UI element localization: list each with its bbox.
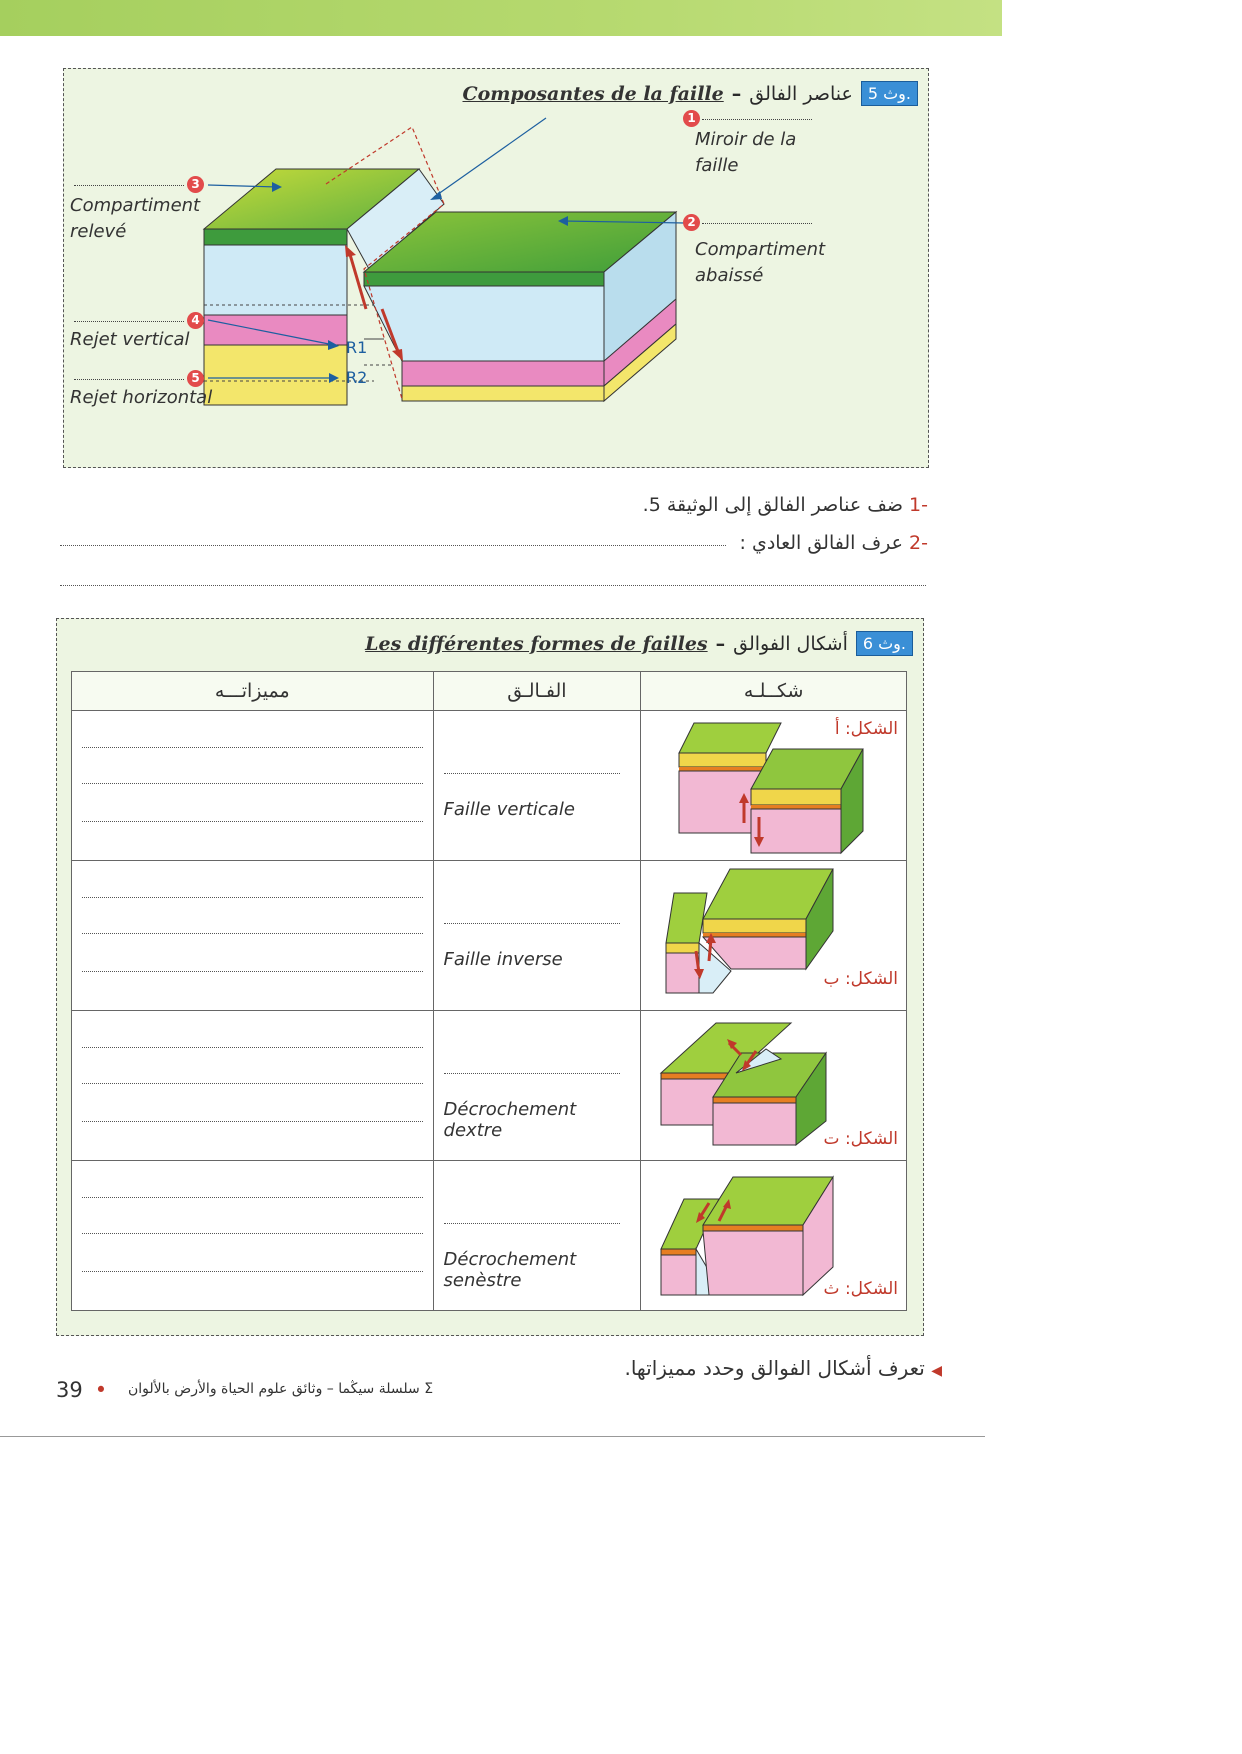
r1-label: R1 [346, 338, 368, 357]
up-arrow-head [345, 245, 356, 257]
table-row [72, 861, 907, 1011]
doc6-badge: وث 6. [856, 631, 913, 656]
marker-3-dots [74, 185, 184, 186]
doc5-badge: وث 5. [861, 81, 918, 106]
label-rejet-vertical: Rejet vertical [70, 329, 190, 350]
reverse-fault-figure [641, 861, 907, 1010]
features-cell[interactable] [72, 861, 434, 1011]
question-2 [740, 532, 929, 554]
doc6-separator: – [715, 632, 726, 655]
fault-cell[interactable] [433, 1011, 641, 1161]
downthrown-yellow [402, 386, 604, 401]
dot-icon: • [94, 1378, 108, 1402]
features-cell[interactable] [72, 711, 434, 861]
series-title: Σ سلسلة سيڭما – وثائق علوم الحياة والأرض بالألوان [128, 1381, 434, 1397]
upthrown-pink [204, 315, 347, 345]
label-releve-line1: Compartiment [70, 195, 201, 216]
document-5-panel [63, 68, 929, 468]
shape-cell [641, 861, 907, 1011]
label-abaisse-line2: abaissé [695, 265, 764, 286]
triangle-bullet-icon: ◀ [931, 1363, 942, 1379]
doc5-title-fr: Composantes de la faille [462, 82, 724, 105]
figure-label: الشكل: أ [834, 719, 898, 739]
table-row [72, 1161, 907, 1311]
features-cell[interactable] [72, 1011, 434, 1161]
top-color-band [0, 0, 1002, 36]
question-1 [643, 494, 928, 516]
upthrown-yellow [204, 345, 347, 405]
doc6-title-fr: Les différentes formes de failles [365, 632, 708, 655]
marker-2-dots [702, 223, 812, 224]
label-miroir-line1: Miroir de la [695, 129, 797, 150]
doc6-title-ar: أشكال الفوالق [733, 632, 848, 655]
doc6-header [365, 631, 913, 656]
marker-1: 1 [683, 110, 700, 127]
fault-name: Faille inverse [443, 949, 563, 970]
objective-note [624, 1356, 942, 1380]
r2-label: R2 [346, 368, 368, 387]
label-rejet-horizontal: Rejet horizontal [70, 387, 213, 408]
header-fault: الفـالـق [433, 672, 641, 711]
marker-2: 2 [683, 214, 700, 231]
objective-text: تعرف أشكال الفوالق وحدد مميزاتها. [624, 1356, 925, 1380]
table-header-row [72, 672, 907, 711]
page-number [56, 1378, 107, 1402]
marker-4: 4 [187, 312, 204, 329]
vertical-fault-figure [641, 711, 907, 860]
fault-forms-table [71, 671, 907, 1311]
shape-cell [641, 711, 907, 861]
header-shape: شكــلـه [641, 672, 907, 711]
marker-1-dots [702, 119, 812, 120]
header-features: مميزاتـــه [72, 672, 434, 711]
table-row [72, 711, 907, 861]
page-number-value: 39 [56, 1378, 83, 1402]
label-miroir-line2: faille [695, 155, 739, 176]
down-arrow-head [392, 349, 403, 361]
dextral-strike-slip-figure [641, 1011, 907, 1160]
fault-name: Faille verticale [443, 799, 575, 820]
marker-3: 3 [187, 176, 204, 193]
doc5-separator: – [731, 82, 742, 105]
shape-cell [641, 1011, 907, 1161]
shape-cell [641, 1161, 907, 1311]
figure-label: الشكل: ث [823, 1279, 898, 1299]
label-abaisse-line1: Compartiment [695, 239, 826, 260]
figure-label: الشكل: ب [823, 969, 898, 989]
doc5-title-ar: عناصر الفالق [749, 82, 853, 105]
question-1-text: ضف عناصر الفالق إلى الوثيقة 5. [642, 494, 903, 516]
figure-label: الشكل: ت [823, 1129, 898, 1149]
marker-4-dots [74, 321, 184, 322]
upthrown-green [204, 229, 347, 245]
fault-cell[interactable] [433, 861, 641, 1011]
bottom-rule [0, 1436, 985, 1437]
question-1-number: -1 [909, 494, 928, 516]
downthrown-green [364, 272, 604, 286]
fault-name: Décrochement dextre [443, 1099, 577, 1141]
fault-cell[interactable] [433, 1161, 641, 1311]
fault-cell[interactable] [433, 711, 641, 861]
marker-5: 5 [187, 370, 204, 387]
downthrown-pink [402, 361, 604, 386]
table-row [72, 1011, 907, 1161]
marker-5-dots [74, 379, 184, 380]
document-6-panel [56, 618, 924, 1336]
answer-line-1[interactable] [60, 545, 726, 546]
question-2-number: -2 [909, 532, 928, 554]
features-cell[interactable] [72, 1161, 434, 1311]
fault-name: Décrochement senèstre [443, 1249, 577, 1291]
sinistral-strike-slip-figure [641, 1161, 907, 1310]
label-releve-line2: relevé [70, 221, 127, 242]
answer-line-2[interactable] [60, 585, 926, 586]
question-2-text: عرف الفالق العادي : [739, 532, 903, 554]
